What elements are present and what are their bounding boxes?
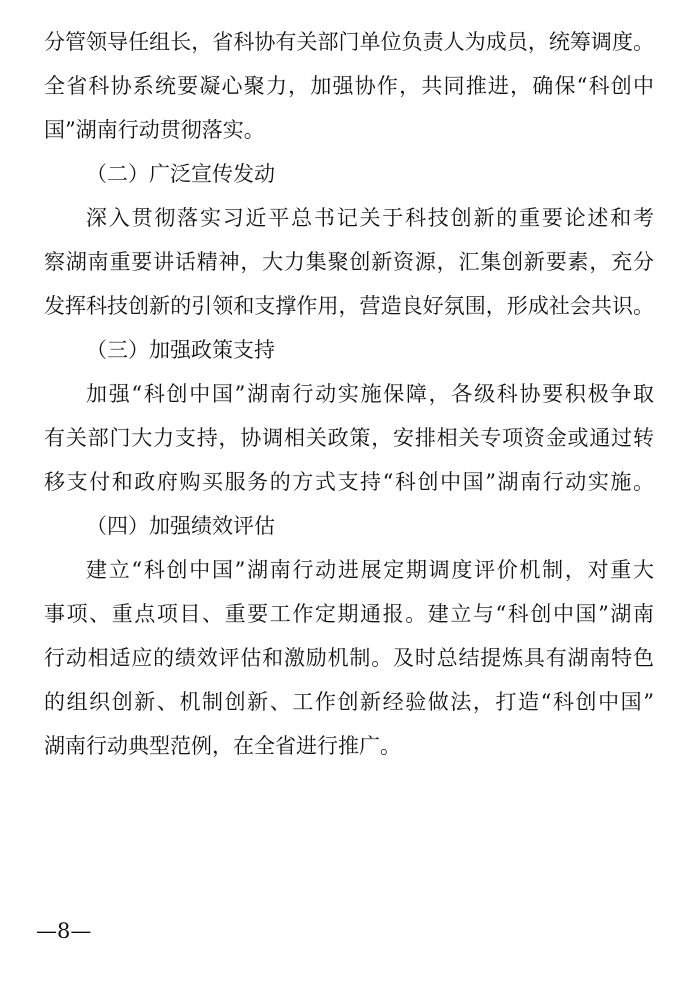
paragraph-line: 察湖南重要讲话精神，大力集聚创新资源，汇集创新要素，充分	[44, 250, 654, 274]
paragraph-line: 移支付和政府购买服务的方式支持“科创中国”湖南行动实施。	[44, 470, 654, 494]
document-body	[44, 20, 654, 768]
paragraph-line: 的组织创新、机制创新、工作创新经验做法，打造“科创中国”	[44, 690, 654, 714]
paragraph-line: 全省科协系统要凝心聚力，加强协作，共同推进，确保“科创中	[44, 74, 654, 98]
paragraph-line: 深入贯彻落实习近平总书记关于科技创新的重要论述和考	[86, 206, 654, 230]
paragraph-line: 湖南行动典型范例，在全省进行推广。	[44, 734, 401, 758]
paragraph-line: 国”湖南行动贯彻落实。	[44, 118, 265, 142]
section-heading-2: （二）广泛宣传发动	[86, 162, 275, 186]
paragraph-line: 加强“科创中国”湖南行动实施保障，各级科协要积极争取	[86, 382, 654, 406]
paragraph-line: 发挥科技创新的引领和支撑作用，营造良好氛围，形成社会共识。	[44, 294, 654, 318]
paragraph-line: 行动相适应的绩效评估和激励机制。及时总结提炼具有湖南特色	[44, 646, 654, 670]
section-heading-3: （三）加强政策支持	[86, 338, 275, 362]
paragraph-line: 事项、重点项目、重要工作定期通报。建立与“科创中国”湖南	[44, 602, 654, 626]
paragraph-line: 有关部门大力支持，协调相关政策，安排相关专项资金或通过转	[44, 426, 654, 450]
paragraph-line: 分管领导任组长，省科协有关部门单位负责人为成员，统筹调度。	[44, 30, 654, 54]
section-heading-4: （四）加强绩效评估	[86, 514, 275, 538]
page-number: —8—	[36, 919, 92, 943]
paragraph-line: 建立“科创中国”湖南行动进展定期调度评价机制，对重大	[86, 558, 654, 582]
